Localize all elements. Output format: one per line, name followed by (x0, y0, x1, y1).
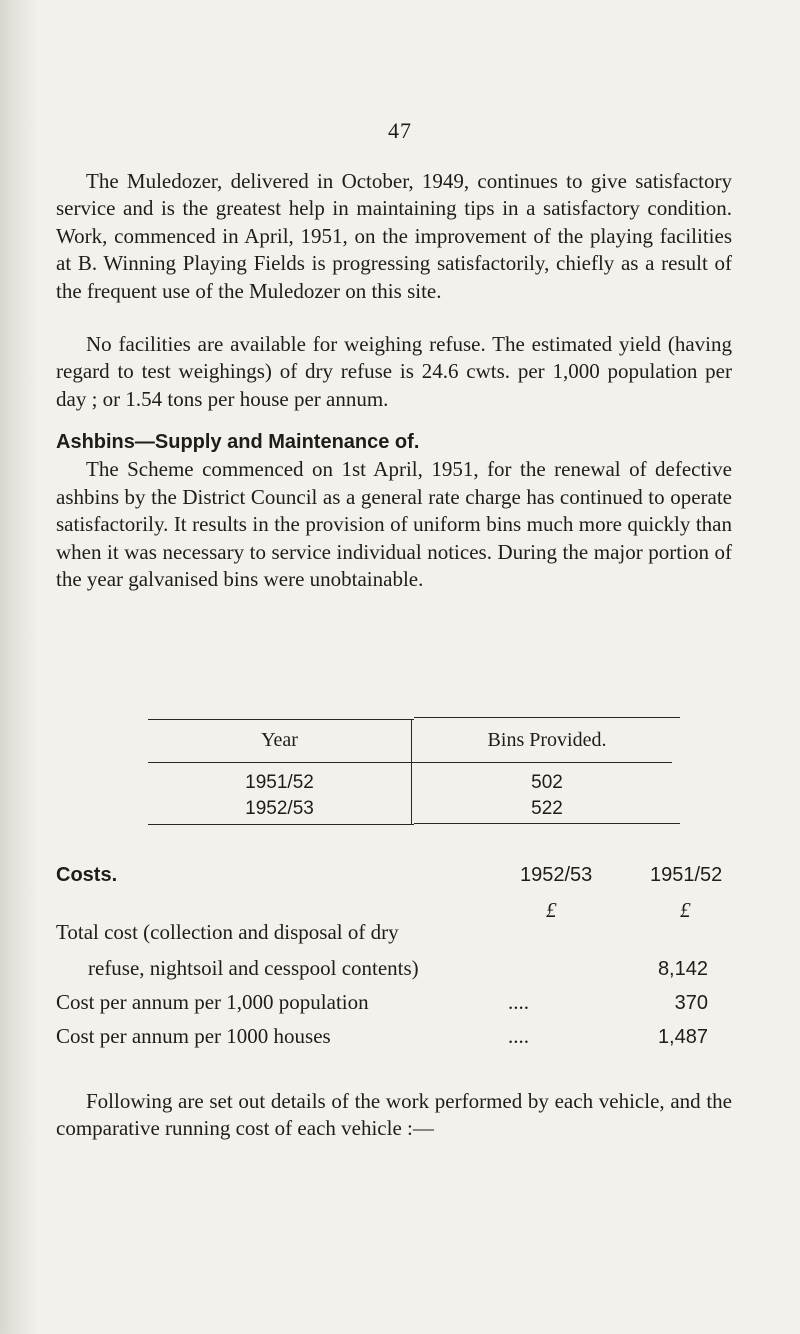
table-rule-top-right (414, 717, 680, 718)
table-cell-bins: 502 (531, 772, 563, 793)
costs-section (56, 864, 736, 1074)
table-rule-bottom-left (148, 824, 414, 825)
costs-title: Costs. (56, 864, 118, 886)
bins-provided-table (148, 719, 680, 824)
costs-currency-1952-53: £ (546, 898, 557, 922)
table-header-year: Year (261, 729, 298, 751)
costs-currency-1951-52: £ (680, 898, 691, 922)
costs-value-1951-52: 8,142 (657, 958, 708, 980)
paragraph-following-text: Following are set out details of the work performed by each vehicle, and the comparative running cost of each vehicle :— (56, 1089, 732, 1141)
table-column-divider (411, 719, 412, 824)
costs-row-label: Cost per annum per 1000 houses (56, 1024, 331, 1048)
paragraph-weighing-text: No facilities are available for weighing refuse. The estimated yield (having regard to test weighings) of dry refuse is 24.6 cwts. per 1,000 population per day ; or 1.54 tons per house per annum. (56, 332, 732, 411)
table-cell-bins: 522 (531, 798, 563, 819)
costs-row-label: Cost per annum per 1,000 population (56, 990, 369, 1014)
paragraph-following (56, 1088, 732, 1143)
paragraph-ashbins-text: The Scheme commenced on 1st April, 1951, for the renewal of defective ashbins by the District Council as a general rate charge has continued to operate satisfactorily. It results in the provision of uniform bins much more quickly than when it was necessary to service individual notices. During the major portion of the year galvanised bins were unobtainable. (56, 457, 732, 592)
table-rule-header-left (148, 762, 414, 763)
table-header-bins: Bins Provided. (487, 729, 607, 751)
table-rule-header-right (414, 762, 672, 763)
paragraph-weighing (56, 331, 732, 413)
costs-value-1951-52: 1,487 (657, 1026, 708, 1048)
section-ashbins (56, 428, 732, 593)
costs-year-1951-52: 1951/52 (650, 864, 723, 886)
costs-row-leader: .... (508, 1024, 529, 1048)
table-rule-bottom-right (414, 823, 680, 824)
costs-year-1952-53: 1952/53 (520, 864, 593, 886)
table-cell-year: 1952/53 (245, 798, 314, 819)
costs-row-label-line2: refuse, nightsoil and cesspool contents) (88, 956, 419, 980)
paragraph-muledozer-text: The Muledozer, delivered in October, 1949, continues to give satisfactory service and is the greatest help in maintaining tips in a satisfactory condition. Work, commenced in April, 1951, on the improvement of the playing facilities at B. Winning Playing Fields is progressing satisfactorily, chiefly as a result of the frequent use of the Muledozer on this site. (56, 169, 732, 303)
section-heading-ashbins: Ashbins—Supply and Maintenance of. (56, 431, 420, 453)
costs-row-leader: .... (508, 990, 529, 1014)
costs-row-label-line1: Total cost (collection and disposal of dry (56, 920, 399, 944)
page-edge-shadow (0, 0, 40, 1334)
table-rule-top-left (148, 719, 414, 720)
costs-value-1951-52: 370 (674, 992, 708, 1014)
table-cell-year: 1951/52 (245, 772, 314, 793)
paragraph-muledozer (56, 168, 732, 305)
page-number: 47 (388, 118, 412, 143)
